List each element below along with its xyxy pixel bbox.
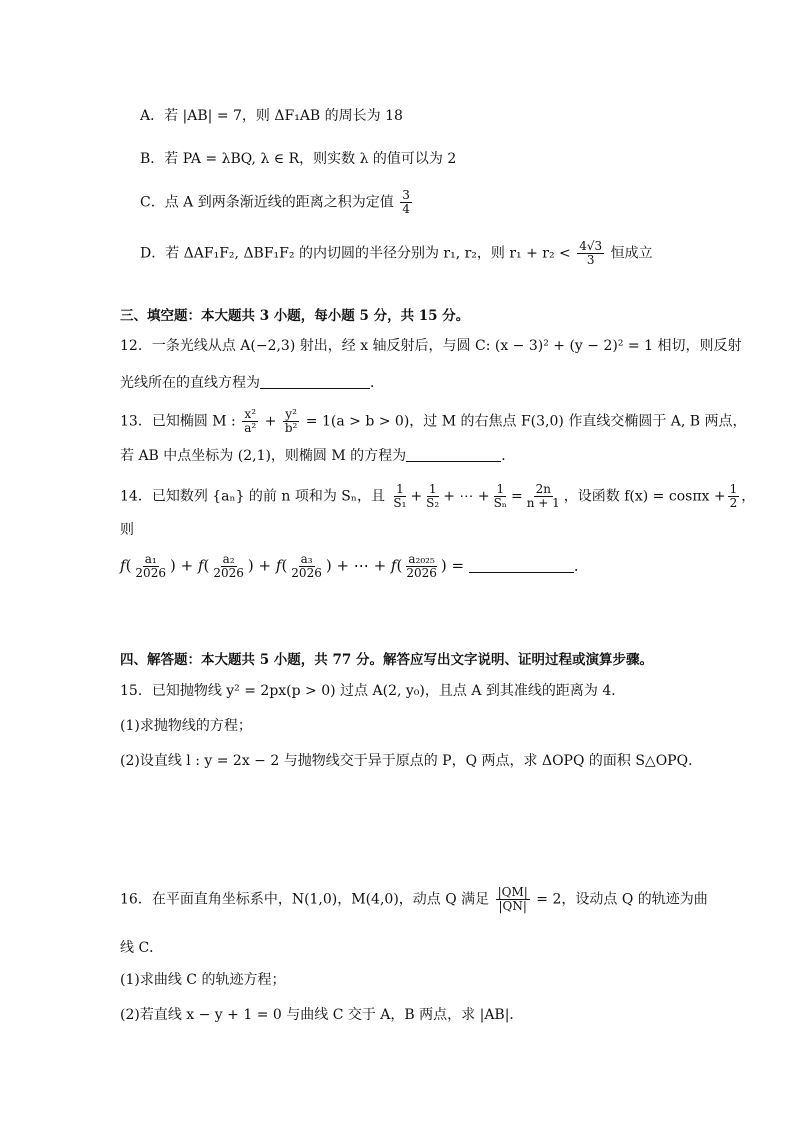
q14-mid: ，设函数 f(x) = cosπx + <box>563 488 726 505</box>
q14-s1-den: S₁ <box>393 496 407 510</box>
option-d-text: D．若 ΔAF₁F₂, ΔBF₁F₂ 的内切圆的半径分别为 r₁, r₂，则 r₁ + r₂ < <box>140 245 571 262</box>
q13-f1-num: x² <box>244 407 256 421</box>
q14-frac-half <box>728 483 740 510</box>
q15-line1: 15．已知抛物线 y² = 2px(p > 0) 过点 A(2, y₀)，且点 A 到其准线的距离为 4． <box>120 683 626 699</box>
q16-part1: (1)求曲线 C 的轨迹方程； <box>120 972 286 988</box>
q14-sn-num: 1 <box>496 482 505 496</box>
option-c-text: C．点 A 到两条渐近线的距离之积为定值 <box>140 194 394 211</box>
q14-eq-num: 2n <box>535 482 551 496</box>
q14-s2-num: 1 <box>428 482 437 496</box>
q12-line2-text: 光线所在的直线方程为 <box>120 375 260 391</box>
q12-line2: 光线所在的直线方程为 ． <box>120 375 384 391</box>
q13-f2-num: y² <box>285 407 297 421</box>
q13-line1 <box>120 408 747 435</box>
q14-fa3 <box>289 553 324 580</box>
option-d-den: 3 <box>586 253 595 267</box>
q14-sn-den: Sₙ <box>493 496 507 510</box>
option-c <box>140 189 414 216</box>
q14-fa2-num: a₂ <box>222 552 235 566</box>
q13-frac-y <box>283 408 300 435</box>
q16-fraction <box>496 886 530 913</box>
q14-frac-s2 <box>424 483 441 510</box>
q14-half-num: 1 <box>729 482 738 496</box>
q16-pre: 16．在平面直角坐标系中，N(1,0)，M(4,0)，动点 Q 满足 <box>120 891 490 908</box>
q14-frac-sn <box>492 483 509 510</box>
section-3-heading: 三、填空题：本大题共 3 小题，每小题 5 分，共 15 分。 <box>120 308 470 324</box>
q13-frac-x <box>242 408 258 435</box>
q16-line2: 线 C． <box>120 940 164 956</box>
q14-fa1 <box>133 553 168 580</box>
q13-line2-text: 若 AB 中点坐标为 (2,1)，则椭圆 M 的方程为 <box>120 448 407 464</box>
q14-s2-den: S₂ <box>426 496 440 510</box>
q16-frac-den: |QN| <box>498 899 527 913</box>
q14-s1-num: 1 <box>396 482 404 496</box>
q15-part1: (1)求抛物线的方程； <box>120 718 252 734</box>
option-b: B．若 PA = λBQ, λ ∈ R，则实数 λ 的值可以为 2 <box>140 151 457 167</box>
q16-part2: (2)若直线 x − y + 1 = 0 与曲线 C 交于 A，B 两点，求 |AB|． <box>120 1007 524 1023</box>
q16-post: = 2，设动点 Q 的轨迹为曲 <box>536 891 708 908</box>
q14-frac-eq <box>525 483 562 510</box>
q14-line2: 则 <box>120 522 134 538</box>
q14-dots: + ⋯ + <box>443 488 490 505</box>
q14-fa2025 <box>404 553 439 580</box>
q14-fa2 <box>211 553 246 580</box>
q14-fa1-den: 2026 <box>135 566 166 580</box>
q14-fa3-num: a₃ <box>300 552 313 566</box>
q12-answer-blank[interactable] <box>260 374 370 389</box>
q14-eq-den: n + 1 <box>526 496 560 510</box>
q15-part2: (2)设直线 l : y = 2x − 2 与抛物线交于异于原点的 P，Q 两点，求 ΔOPQ 的面积 S△OPQ． <box>120 753 703 769</box>
option-d-fraction <box>577 240 604 267</box>
q13-plus: + <box>264 413 277 430</box>
q14-expression: f( $\frac{\text{a₁}}{2026}$ ) + f( $\frac{\text{a₂}}{2026}$ ) + f( $\frac{\text{a₃}}{2026}$ ) + ⋯ + f( $\frac{\text{a₂₀₂₅}}{2026}$ ) = ． <box>120 552 589 580</box>
q14-fa2025-den: 2026 <box>406 566 437 580</box>
q13-answer-blank[interactable] <box>406 447 501 462</box>
q13-f2-den: b² <box>284 421 298 435</box>
option-d-tail: 恒成立 <box>610 245 653 262</box>
option-c-fraction <box>400 189 412 216</box>
section-4-heading: 四、解答题：本大题共 5 小题，共 77 分。解答应写出文字说明、证明过程或演算步骤。 <box>120 652 653 668</box>
q16-frac-num: |QM| <box>497 885 528 899</box>
q14-fa3-den: 2026 <box>291 566 322 580</box>
q14-pre: 14．已知数列 {aₙ} 的前 n 项和为 Sₙ，且 <box>120 488 385 505</box>
q14-frac-s1 <box>391 483 408 510</box>
q13-pre: 13．已知椭圆 M : <box>120 413 236 430</box>
option-c-num: 3 <box>402 188 410 202</box>
q14-half-den: 2 <box>729 496 738 510</box>
option-c-den: 4 <box>402 202 410 216</box>
q14-fa1-num: a₁ <box>144 552 157 566</box>
q14-line1: 14．已知数列 {aₙ} 的前 n 项和为 Sₙ，且 $\frac{1}{\text{S₁}}$ + $\frac{1}{\text{S₂}}$ + ⋯ + $\frac{1}{\text{Sₙ}}$ = $\frac{2n}{n + 1}$ ，设函数 f(x) = cosπx + $\frac{1}{2}$ ， <box>120 482 756 510</box>
q14-answer-blank[interactable] <box>469 558 574 573</box>
q12-line1: 12．一条光线从点 A(−2,3) 射出，经 x 轴反射后，与圆 C: (x − 3)² + (y − 2)² = 1 相切，则反射 <box>120 338 742 354</box>
option-a: A．若 |AB| = 7，则 ΔF₁AB 的周长为 18 <box>140 108 403 124</box>
q14-fa2025-num: a₂₀₂₅ <box>408 552 435 566</box>
q14-fa2-den: 2026 <box>213 566 244 580</box>
q13-line2: 若 AB 中点坐标为 (2,1)，则椭圆 M 的方程为 ． <box>120 448 516 464</box>
option-d-num: 4√3 <box>579 239 603 253</box>
option-d <box>140 240 653 267</box>
q16-line1 <box>120 886 708 913</box>
q13-f1-den: a² <box>244 421 257 435</box>
q13-post: = 1(a > b > 0)，过 M 的右焦点 F(3,0) 作直线交椭圆于 A, B 两点， <box>305 413 747 430</box>
